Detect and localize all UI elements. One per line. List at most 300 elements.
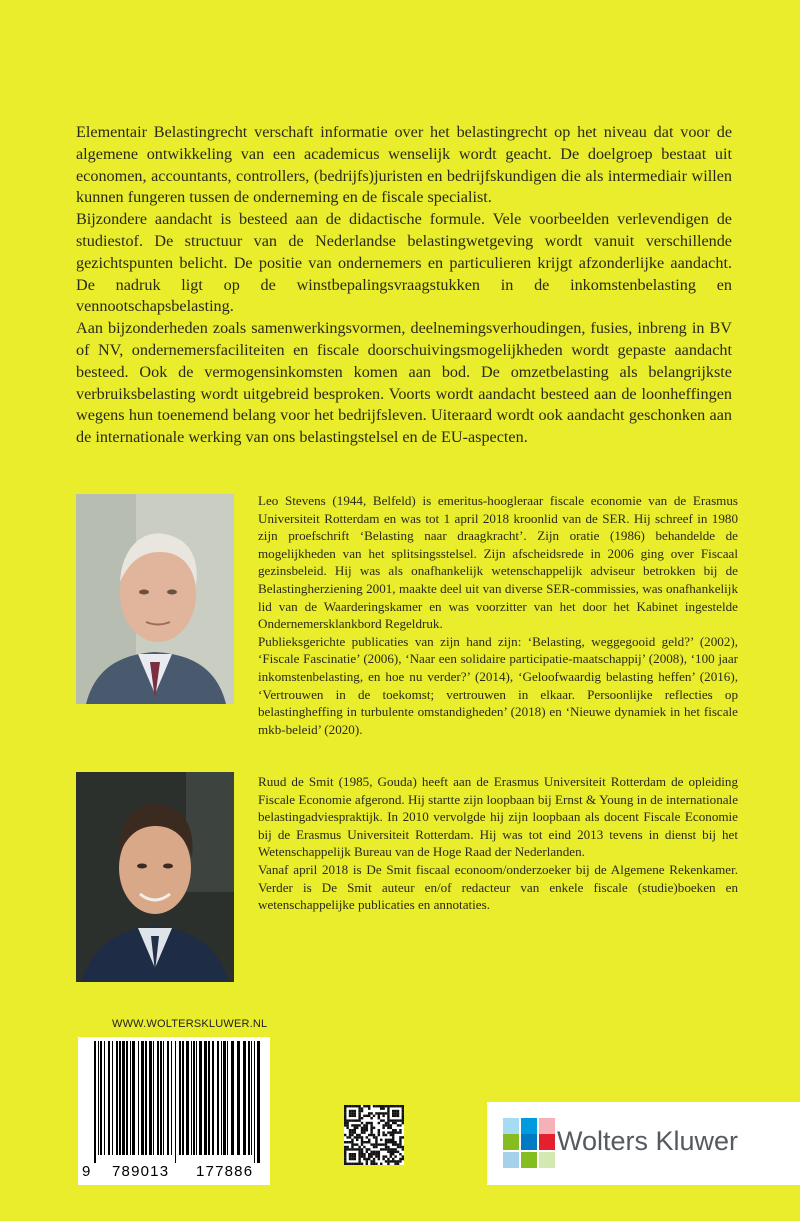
qr-module [402, 1122, 404, 1124]
barcode-bar [208, 1041, 210, 1155]
qr-module [358, 1115, 360, 1117]
qr-module [385, 1146, 387, 1148]
barcode-bar [179, 1041, 181, 1155]
qr-module [354, 1110, 356, 1112]
qr-module [392, 1115, 394, 1117]
barcode-bar [153, 1041, 154, 1155]
qr-module [380, 1105, 382, 1107]
qr-module [387, 1122, 389, 1124]
qr-code [344, 1105, 404, 1165]
qr-module [373, 1115, 375, 1117]
qr-module [387, 1141, 389, 1143]
qr-module [392, 1134, 394, 1136]
barcode-bar [196, 1041, 197, 1155]
qr-module [354, 1143, 356, 1145]
isbn-digit-prefix: 9 [82, 1163, 92, 1180]
qr-module [382, 1155, 384, 1157]
barcode-bar [132, 1041, 135, 1155]
publisher-logo [487, 1102, 800, 1185]
qr-module [373, 1134, 375, 1136]
barcode-bar [104, 1041, 105, 1155]
qr-module [385, 1124, 387, 1126]
qr-module [394, 1129, 396, 1131]
barcode-bar [175, 1041, 176, 1163]
qr-module [370, 1151, 372, 1153]
qr-module [397, 1146, 399, 1148]
qr-module [361, 1107, 363, 1109]
qr-module [351, 1110, 353, 1112]
qr-module [354, 1131, 356, 1133]
qr-module [392, 1105, 394, 1107]
qr-module [382, 1107, 384, 1109]
qr-module [399, 1158, 401, 1160]
qr-module [375, 1146, 377, 1148]
qr-module [382, 1124, 384, 1126]
qr-module [358, 1146, 360, 1148]
barcode-bar [217, 1041, 219, 1155]
qr-module [354, 1129, 356, 1131]
qr-module [382, 1105, 384, 1107]
qr-module [354, 1115, 356, 1117]
qr-module [346, 1122, 348, 1124]
qr-module [385, 1134, 387, 1136]
qr-module [370, 1112, 372, 1114]
barcode-bar [149, 1041, 152, 1155]
qr-module [402, 1117, 404, 1119]
qr-module [358, 1134, 360, 1136]
qr-module [387, 1158, 389, 1160]
qr-module [399, 1160, 401, 1162]
qr-module [390, 1127, 392, 1129]
barcode-bar [119, 1041, 121, 1155]
qr-module [394, 1163, 396, 1165]
qr-module [397, 1163, 399, 1165]
qr-module [356, 1134, 358, 1136]
qr-module [361, 1153, 363, 1155]
qr-module [351, 1141, 353, 1143]
qr-module [344, 1110, 346, 1112]
qr-module [344, 1119, 346, 1121]
qr-module [402, 1155, 404, 1157]
qr-module [378, 1143, 380, 1145]
qr-module [397, 1115, 399, 1117]
barcode-bar [163, 1041, 164, 1155]
qr-module [399, 1139, 401, 1141]
qr-module [361, 1141, 363, 1143]
qr-module [397, 1143, 399, 1145]
barcode-bar [94, 1041, 96, 1163]
qr-module [375, 1153, 377, 1155]
qr-module [373, 1163, 375, 1165]
qr-module [366, 1163, 368, 1165]
qr-module [399, 1146, 401, 1148]
barcode-bar [193, 1041, 195, 1155]
qr-module [385, 1105, 387, 1107]
blurb-paragraph: Bijzondere aandacht is besteed aan de didactische formule. Vele voorbeelden verlevendigen de studiestof. De structuur van de Nederlandse belastingwetgeving wordt vanuit verschillende gezichtspunten belicht. De positie van ondernemers en particulieren krijgt afzonderlijke aandacht. De nadruk ligt op de winstbepalingsvraagstukken in de inkomstenbelasting en vennootschapsbelasting. [76, 210, 732, 316]
qr-module [349, 1136, 351, 1138]
barcode-bar [116, 1041, 118, 1155]
qr-module [397, 1105, 399, 1107]
qr-module [361, 1139, 363, 1141]
barcode-bar [257, 1041, 260, 1163]
qr-module [375, 1163, 377, 1165]
qr-module [373, 1153, 375, 1155]
qr-module [394, 1119, 396, 1121]
qr-module [397, 1131, 399, 1133]
qr-module [378, 1155, 380, 1157]
barcode-bar [199, 1041, 202, 1155]
qr-module [354, 1155, 356, 1157]
qr-module [392, 1148, 394, 1150]
qr-module [378, 1112, 380, 1114]
qr-module [368, 1112, 370, 1114]
qr-module [387, 1163, 389, 1165]
barcode-bar [204, 1041, 207, 1155]
qr-module [346, 1146, 348, 1148]
author-bio-ruud-de-smit [258, 773, 738, 914]
qr-module [358, 1160, 360, 1162]
qr-module [380, 1119, 382, 1121]
bio-paragraph: Ruud de Smit (1985, Gouda) heeft aan de Erasmus Universiteit Rotterdam de opleiding Fiscale Economie afgerond. Hij startte zijn loopbaan bij Ernst & Young in de internationale belastingadviespraktijk. In 2010 vervolgde hij zijn loopbaan als docent Fiscale Economie bij de Erasmus Universiteit Rotterdam. Hij was tot eind 2013 tevens in dienst bij het Wetenschappelijk Bureau van de Hoge Raad der Nederlanden. [258, 774, 738, 860]
qr-module [380, 1163, 382, 1165]
qr-module [344, 1122, 346, 1124]
isbn-digits [78, 1163, 270, 1183]
qr-module [366, 1158, 368, 1160]
qr-module [394, 1110, 396, 1112]
qr-module [358, 1105, 360, 1107]
qr-module [351, 1124, 353, 1126]
qr-module [385, 1139, 387, 1141]
qr-module [349, 1141, 351, 1143]
qr-module [351, 1163, 353, 1165]
qr-module [399, 1141, 401, 1143]
qr-module [354, 1153, 356, 1155]
qr-module [354, 1105, 356, 1107]
qr-module [373, 1146, 375, 1148]
barcode-bar [212, 1041, 214, 1155]
qr-module [368, 1139, 370, 1141]
qr-module [344, 1146, 346, 1148]
qr-module [373, 1136, 375, 1138]
barcode-bar [191, 1041, 192, 1155]
qr-module [344, 1107, 346, 1109]
qr-module [349, 1112, 351, 1114]
qr-module [363, 1105, 365, 1107]
qr-module [392, 1131, 394, 1133]
qr-module [351, 1115, 353, 1117]
qr-module [392, 1151, 394, 1153]
qr-module [390, 1153, 392, 1155]
qr-module [390, 1105, 392, 1107]
qr-module [399, 1119, 401, 1121]
qr-module [368, 1115, 370, 1117]
qr-module [356, 1136, 358, 1138]
qr-module [344, 1148, 346, 1150]
qr-module [356, 1163, 358, 1165]
qr-module [344, 1153, 346, 1155]
qr-module [385, 1160, 387, 1162]
qr-module [378, 1158, 380, 1160]
qr-module [390, 1160, 392, 1162]
qr-module [358, 1148, 360, 1150]
qr-module [366, 1127, 368, 1129]
qr-module [358, 1119, 360, 1121]
qr-module [356, 1127, 358, 1129]
qr-module [366, 1105, 368, 1107]
qr-module [402, 1119, 404, 1121]
qr-module [397, 1124, 399, 1126]
qr-module [390, 1134, 392, 1136]
qr-module [375, 1143, 377, 1145]
qr-module [394, 1105, 396, 1107]
qr-module [368, 1107, 370, 1109]
qr-module [378, 1122, 380, 1124]
qr-module [378, 1131, 380, 1133]
qr-module [358, 1158, 360, 1160]
barcode-bar [167, 1041, 169, 1155]
barcode-bar [227, 1041, 228, 1155]
qr-module [390, 1119, 392, 1121]
qr-module [382, 1131, 384, 1133]
qr-module [368, 1158, 370, 1160]
qr-module [385, 1155, 387, 1157]
qr-module [361, 1127, 363, 1129]
qr-module [346, 1148, 348, 1150]
qr-module [358, 1153, 360, 1155]
qr-module [368, 1141, 370, 1143]
qr-module [394, 1112, 396, 1114]
qr-module [385, 1122, 387, 1124]
qr-module [370, 1153, 372, 1155]
qr-module [392, 1158, 394, 1160]
qr-module [394, 1143, 396, 1145]
barcode-bar [126, 1041, 128, 1155]
qr-module [351, 1148, 353, 1150]
bio-paragraph: Vanaf april 2018 is De Smit fiscaal econoom/onderzoeker bij de Algemene Rekenkamer. Verder is De Smit auteur en/of redacteur van enkele fiscale (studie)boeken en wetenschappelijke publicaties en annotaties. [258, 861, 738, 913]
qr-module [397, 1110, 399, 1112]
qr-module [346, 1127, 348, 1129]
qr-module [361, 1117, 363, 1119]
qr-module [390, 1155, 392, 1157]
barcode-bar [182, 1041, 184, 1155]
qr-module [370, 1143, 372, 1145]
qr-module [361, 1163, 363, 1165]
qr-module [351, 1143, 353, 1145]
qr-module [344, 1141, 346, 1143]
isbn-digits-right: 177886 [196, 1163, 254, 1180]
qr-module [368, 1105, 370, 1107]
qr-module [387, 1110, 389, 1112]
qr-module [387, 1119, 389, 1121]
qr-module [354, 1148, 356, 1150]
qr-module [363, 1153, 365, 1155]
author-photo-ruud-de-smit [76, 772, 234, 982]
qr-module [375, 1151, 377, 1153]
qr-module [344, 1155, 346, 1157]
qr-module [354, 1112, 356, 1114]
qr-module [402, 1148, 404, 1150]
qr-module [399, 1129, 401, 1131]
qr-module [375, 1141, 377, 1143]
barcode-bars [78, 1037, 270, 1165]
qr-module [356, 1139, 358, 1141]
qr-module [349, 1153, 351, 1155]
blurb-paragraph: Aan bijzonderheden zoals samenwerkingsvormen, deelnemingsverhoudingen, fusies, inbreng in BV of NV, ondernemersfaciliteiten en fiscale doorschuivingsmogelijkheden wordt gepaste aandacht besteed. Ook de vermogensinkomsten komen aan bod. De omzetbelasting als belangrijkste verbruiksbelasting wordt uitgebreid besproken. Voorts wordt aandacht besteed aan de loonheffingen wegens hun toenemend belang voor het bedrijfsleven. Uiteraard wordt ook aandacht geschonken aan de internationale werking van ons belastingstelsel en de EU-aspecten. [76, 319, 732, 447]
qr-module [380, 1143, 382, 1145]
barcode-bar [221, 1041, 222, 1155]
blurb-paragraph: Elementair Belastingrecht verschaft informatie over het belastingrecht op het niveau dat voor de algemene ontwikkeling van een academicus wenselijk wordt geacht. De doelgroep bestaat uit economen, accountants, controllers, (bedrijfs)juristen en bedrijfskundigen die als intermediair willen kunnen fungeren tussen de onderneming en de fiscale specialist. [76, 123, 732, 207]
qr-module [387, 1139, 389, 1141]
qr-module [387, 1117, 389, 1119]
barcode-bar [141, 1041, 144, 1155]
qr-module [358, 1163, 360, 1165]
qr-module [344, 1134, 346, 1136]
qr-module [349, 1148, 351, 1150]
qr-module [363, 1155, 365, 1157]
barcode-bar [223, 1041, 226, 1155]
qr-module [366, 1122, 368, 1124]
qr-module [363, 1158, 365, 1160]
qr-module [349, 1115, 351, 1117]
qr-module [363, 1141, 365, 1143]
qr-module [378, 1153, 380, 1155]
qr-module [375, 1112, 377, 1114]
qr-module [363, 1129, 365, 1131]
qr-module [382, 1158, 384, 1160]
qr-module [349, 1119, 351, 1121]
qr-module [366, 1129, 368, 1131]
qr-module [356, 1148, 358, 1150]
qr-module [394, 1141, 396, 1143]
qr-module [392, 1119, 394, 1121]
isbn-digits-left: 789013 [112, 1163, 170, 1180]
qr-module [387, 1148, 389, 1150]
qr-module [378, 1105, 380, 1107]
qr-module [358, 1110, 360, 1112]
qr-module [402, 1107, 404, 1109]
author-bio-leo-stevens [258, 492, 738, 738]
barcode-bar [231, 1041, 234, 1155]
qr-module [394, 1131, 396, 1133]
qr-module [387, 1160, 389, 1162]
qr-module [358, 1107, 360, 1109]
qr-module [382, 1148, 384, 1150]
qr-module [370, 1155, 372, 1157]
qr-module [392, 1139, 394, 1141]
qr-module [346, 1136, 348, 1138]
qr-module [361, 1122, 363, 1124]
qr-module [370, 1134, 372, 1136]
qr-module [358, 1124, 360, 1126]
qr-module [351, 1119, 353, 1121]
qr-module [346, 1105, 348, 1107]
qr-module [392, 1141, 394, 1143]
qr-module [351, 1105, 353, 1107]
qr-module [358, 1117, 360, 1119]
qr-module [402, 1136, 404, 1138]
qr-module [387, 1112, 389, 1114]
qr-module [349, 1134, 351, 1136]
barcode-bar [145, 1041, 147, 1155]
qr-module [385, 1141, 387, 1143]
qr-module [390, 1124, 392, 1126]
qr-module [378, 1115, 380, 1117]
qr-module [378, 1129, 380, 1131]
qr-module [390, 1141, 392, 1143]
qr-module [387, 1124, 389, 1126]
barcode-bar [112, 1041, 113, 1155]
qr-module [373, 1105, 375, 1107]
qr-module [399, 1143, 401, 1145]
qr-module [387, 1151, 389, 1153]
qr-module [344, 1117, 346, 1119]
isbn-barcode [78, 1037, 270, 1185]
qr-module [373, 1160, 375, 1162]
barcode-bar [251, 1041, 252, 1155]
qr-module [394, 1148, 396, 1150]
qr-module [356, 1119, 358, 1121]
qr-module [354, 1136, 356, 1138]
qr-module [397, 1112, 399, 1114]
qr-module [387, 1131, 389, 1133]
publisher-logo-text: Wolters Kluwer [557, 1126, 739, 1156]
qr-module [344, 1151, 346, 1153]
qr-module [378, 1117, 380, 1119]
qr-module [380, 1148, 382, 1150]
qr-module [361, 1143, 363, 1145]
qr-module [394, 1151, 396, 1153]
barcode-bar [243, 1041, 246, 1155]
qr-module [344, 1115, 346, 1117]
qr-module [382, 1127, 384, 1129]
qr-module [373, 1143, 375, 1145]
qr-module [366, 1124, 368, 1126]
qr-module [402, 1146, 404, 1148]
author-photo-leo-stevens [76, 494, 234, 704]
qr-module [382, 1119, 384, 1121]
qr-module [361, 1136, 363, 1138]
qr-module [361, 1110, 363, 1112]
qr-module [390, 1139, 392, 1141]
barcode-bar [237, 1041, 240, 1155]
qr-module [349, 1155, 351, 1157]
qr-module [363, 1146, 365, 1148]
qr-module [385, 1143, 387, 1145]
qr-module [366, 1141, 368, 1143]
qr-module [380, 1107, 382, 1109]
qr-module [399, 1131, 401, 1133]
barcode-bar [108, 1041, 110, 1155]
qr-module [358, 1155, 360, 1157]
portrait-image [76, 494, 234, 704]
qr-module [399, 1124, 401, 1126]
qr-module [378, 1151, 380, 1153]
qr-module [349, 1131, 351, 1133]
qr-module [351, 1134, 353, 1136]
qr-module [387, 1115, 389, 1117]
qr-module [370, 1129, 372, 1131]
qr-module [402, 1115, 404, 1117]
qr-module [358, 1112, 360, 1114]
qr-code-image [344, 1105, 404, 1165]
portrait-image [76, 772, 234, 982]
wolters-kluwer-logo-icon [503, 1118, 555, 1170]
publisher-url: WWW.WOLTERSKLUWER.NL [112, 1018, 268, 1030]
qr-module [370, 1163, 372, 1165]
qr-module [402, 1105, 404, 1107]
qr-module [344, 1158, 346, 1160]
qr-module [346, 1124, 348, 1126]
